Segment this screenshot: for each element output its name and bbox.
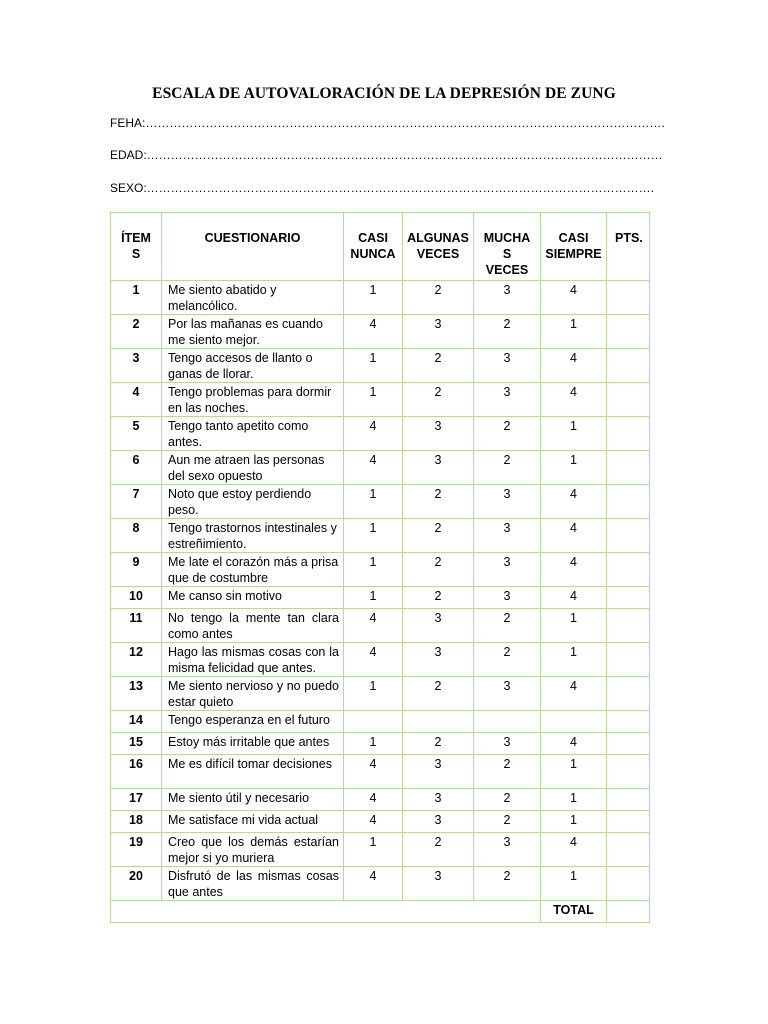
score-casi-siempre: 4 xyxy=(541,677,607,711)
points-cell xyxy=(607,485,650,519)
score-algunas-veces: 3 xyxy=(403,867,474,901)
score-muchas-veces: 2 xyxy=(474,811,541,833)
score-muchas-veces: 2 xyxy=(474,451,541,485)
score-muchas-veces: 2 xyxy=(474,755,541,789)
points-cell xyxy=(607,281,650,315)
table-row xyxy=(111,609,650,643)
score-casi-nunca: 4 xyxy=(344,811,403,833)
score-algunas-veces: 3 xyxy=(403,789,474,811)
table-row xyxy=(111,349,650,383)
score-casi-siempre: 1 xyxy=(541,643,607,677)
points-cell xyxy=(607,349,650,383)
points-cell xyxy=(607,733,650,755)
score-muchas-veces: 3 xyxy=(474,485,541,519)
header-casi-nunca: CASI NUNCA xyxy=(344,213,403,281)
table-row xyxy=(111,677,650,711)
score-casi-siempre: 4 xyxy=(541,281,607,315)
score-casi-siempre: 1 xyxy=(541,451,607,485)
item-number: 15 xyxy=(111,733,162,755)
score-muchas-veces: 2 xyxy=(474,315,541,349)
item-number: 1 xyxy=(111,281,162,315)
zung-scale-table xyxy=(110,212,650,923)
item-number: 19 xyxy=(111,833,162,867)
score-casi-nunca: 1 xyxy=(344,733,403,755)
table-row xyxy=(111,833,650,867)
score-algunas-veces: 3 xyxy=(403,755,474,789)
score-algunas-veces: 3 xyxy=(403,417,474,451)
item-question: Me es difícil tomar decisiones xyxy=(162,755,344,789)
score-casi-siempre: 4 xyxy=(541,519,607,553)
item-question: Tengo accesos de llanto o ganas de llorar. xyxy=(162,349,344,383)
score-algunas-veces: 3 xyxy=(403,609,474,643)
points-cell xyxy=(607,677,650,711)
points-cell xyxy=(607,519,650,553)
table-header-row xyxy=(111,213,650,281)
score-casi-siempre: 1 xyxy=(541,315,607,349)
score-muchas-veces: 2 xyxy=(474,609,541,643)
points-cell xyxy=(607,711,650,733)
score-casi-nunca: 4 xyxy=(344,315,403,349)
points-cell xyxy=(607,833,650,867)
total-spacer xyxy=(111,901,541,923)
score-casi-nunca: 1 xyxy=(344,383,403,417)
score-casi-nunca: 1 xyxy=(344,519,403,553)
table-row xyxy=(111,733,650,755)
item-number: 11 xyxy=(111,609,162,643)
score-muchas-veces: 3 xyxy=(474,349,541,383)
item-number: 3 xyxy=(111,349,162,383)
score-muchas-veces: 3 xyxy=(474,383,541,417)
item-question: Me siento nervioso y no puedo estar quieto xyxy=(162,677,344,711)
table-row xyxy=(111,485,650,519)
item-question: Disfrutó de las mismas cosas que antes xyxy=(162,867,344,901)
score-muchas-veces: 3 xyxy=(474,677,541,711)
total-value-cell xyxy=(607,901,650,923)
sexo-field: SEXO:………………………………………………………………………………………………………………. xyxy=(110,181,655,195)
score-algunas-veces: 2 xyxy=(403,349,474,383)
table-row xyxy=(111,867,650,901)
score-casi-nunca: 4 xyxy=(344,755,403,789)
score-algunas-veces: 3 xyxy=(403,451,474,485)
item-question: Me canso sin motivo xyxy=(162,587,344,609)
item-number: 5 xyxy=(111,417,162,451)
score-algunas-veces: 2 xyxy=(403,677,474,711)
score-algunas-veces: 2 xyxy=(403,833,474,867)
score-algunas-veces: 2 xyxy=(403,519,474,553)
score-casi-nunca: 1 xyxy=(344,349,403,383)
score-casi-siempre: 4 xyxy=(541,587,607,609)
header-casi-siempre: CASI SIEMPRE xyxy=(541,213,607,281)
item-question: Aun me atraen las personas del sexo opuesto xyxy=(162,451,344,485)
header-items: ÍTEM S xyxy=(111,213,162,281)
item-question: No tengo la mente tan clara como antes xyxy=(162,609,344,643)
score-algunas-veces: 2 xyxy=(403,587,474,609)
score-muchas-veces: 3 xyxy=(474,553,541,587)
points-cell xyxy=(607,417,650,451)
item-number: 6 xyxy=(111,451,162,485)
item-question: Tengo esperanza en el futuro xyxy=(162,711,344,733)
item-number: 12 xyxy=(111,643,162,677)
item-number: 20 xyxy=(111,867,162,901)
table-row xyxy=(111,451,650,485)
item-question: Tengo trastornos intestinales y estreñimiento. xyxy=(162,519,344,553)
item-number: 2 xyxy=(111,315,162,349)
table-row xyxy=(111,417,650,451)
item-number: 13 xyxy=(111,677,162,711)
score-muchas-veces: 2 xyxy=(474,789,541,811)
table-row xyxy=(111,811,650,833)
item-number: 9 xyxy=(111,553,162,587)
document-title: ESCALA DE AUTOVALORACIÓN DE LA DEPRESIÓN DE ZUNG xyxy=(152,85,616,102)
score-casi-siempre: 1 xyxy=(541,789,607,811)
score-algunas-veces: 3 xyxy=(403,811,474,833)
table-row xyxy=(111,281,650,315)
score-casi-siempre xyxy=(541,711,607,733)
score-casi-siempre: 4 xyxy=(541,349,607,383)
points-cell xyxy=(607,609,650,643)
score-casi-siempre: 1 xyxy=(541,811,607,833)
item-number: 16 xyxy=(111,755,162,789)
score-muchas-veces: 3 xyxy=(474,833,541,867)
total-row xyxy=(111,901,650,923)
score-algunas-veces: 3 xyxy=(403,643,474,677)
score-algunas-veces xyxy=(403,711,474,733)
item-number: 4 xyxy=(111,383,162,417)
score-casi-siempre: 4 xyxy=(541,733,607,755)
item-question: Por las mañanas es cuando me siento mejor. xyxy=(162,315,344,349)
score-casi-siempre: 4 xyxy=(541,553,607,587)
score-casi-nunca: 4 xyxy=(344,789,403,811)
score-algunas-veces: 2 xyxy=(403,281,474,315)
table-row xyxy=(111,553,650,587)
item-number: 7 xyxy=(111,485,162,519)
points-cell xyxy=(607,315,650,349)
table-row xyxy=(111,755,650,789)
score-casi-nunca xyxy=(344,711,403,733)
score-muchas-veces: 2 xyxy=(474,417,541,451)
score-algunas-veces: 2 xyxy=(403,553,474,587)
score-casi-siempre: 4 xyxy=(541,833,607,867)
item-number: 17 xyxy=(111,789,162,811)
item-number: 18 xyxy=(111,811,162,833)
score-casi-siempre: 1 xyxy=(541,609,607,643)
points-cell xyxy=(607,811,650,833)
score-casi-nunca: 1 xyxy=(344,833,403,867)
score-muchas-veces: 3 xyxy=(474,587,541,609)
item-number: 8 xyxy=(111,519,162,553)
item-number: 14 xyxy=(111,711,162,733)
score-casi-siempre: 1 xyxy=(541,417,607,451)
score-casi-nunca: 1 xyxy=(344,553,403,587)
score-casi-nunca: 4 xyxy=(344,609,403,643)
item-question: Tengo problemas para dormir en las noches. xyxy=(162,383,344,417)
score-casi-siempre: 4 xyxy=(541,383,607,417)
header-algunas-veces: ALGUNAS VECES xyxy=(403,213,474,281)
score-casi-siempre: 1 xyxy=(541,755,607,789)
score-algunas-veces: 2 xyxy=(403,383,474,417)
table-row xyxy=(111,315,650,349)
score-algunas-veces: 2 xyxy=(403,733,474,755)
item-question: Hago las mismas cosas con la misma felicidad que antes. xyxy=(162,643,344,677)
fecha-field: FEHA:…………………………………………………………………………………………………………………. xyxy=(110,116,665,130)
header-muchas-veces: MUCHA S VECES xyxy=(474,213,541,281)
points-cell xyxy=(607,587,650,609)
header-cuestionario: CUESTIONARIO xyxy=(162,213,344,281)
edad-field: EDAD:………………………………………………………………………………………………………………… xyxy=(110,148,663,162)
score-muchas-veces: 3 xyxy=(474,281,541,315)
table-row xyxy=(111,587,650,609)
score-muchas-veces: 3 xyxy=(474,733,541,755)
item-number: 10 xyxy=(111,587,162,609)
table-row xyxy=(111,711,650,733)
points-cell xyxy=(607,755,650,789)
score-casi-siempre: 4 xyxy=(541,485,607,519)
points-cell xyxy=(607,789,650,811)
table-row xyxy=(111,789,650,811)
item-question: Noto que estoy perdiendo peso. xyxy=(162,485,344,519)
score-casi-nunca: 4 xyxy=(344,417,403,451)
score-algunas-veces: 3 xyxy=(403,315,474,349)
header-pts: PTS. xyxy=(607,213,650,281)
points-cell xyxy=(607,867,650,901)
item-question: Me siento abatido y melancólico. xyxy=(162,281,344,315)
score-casi-nunca: 4 xyxy=(344,643,403,677)
table-row xyxy=(111,383,650,417)
item-question: Me siento útil y necesario xyxy=(162,789,344,811)
item-question: Tengo tanto apetito como antes. xyxy=(162,417,344,451)
table-row xyxy=(111,519,650,553)
item-question: Me late el corazón más a prisa que de costumbre xyxy=(162,553,344,587)
score-muchas-veces: 2 xyxy=(474,867,541,901)
score-casi-nunca: 1 xyxy=(344,281,403,315)
score-casi-nunca: 4 xyxy=(344,867,403,901)
score-muchas-veces: 2 xyxy=(474,643,541,677)
score-muchas-veces xyxy=(474,711,541,733)
score-casi-nunca: 4 xyxy=(344,451,403,485)
score-muchas-veces: 3 xyxy=(474,519,541,553)
points-cell xyxy=(607,553,650,587)
score-algunas-veces: 2 xyxy=(403,485,474,519)
points-cell xyxy=(607,643,650,677)
score-casi-siempre: 1 xyxy=(541,867,607,901)
item-question: Me satisface mi vida actual xyxy=(162,811,344,833)
score-casi-nunca: 1 xyxy=(344,587,403,609)
table-row xyxy=(111,643,650,677)
points-cell xyxy=(607,383,650,417)
points-cell xyxy=(607,451,650,485)
score-casi-nunca: 1 xyxy=(344,677,403,711)
score-casi-nunca: 1 xyxy=(344,485,403,519)
total-label: TOTAL xyxy=(541,901,607,923)
item-question: Creo que los demás estarían mejor si yo muriera xyxy=(162,833,344,867)
item-question: Estoy más irritable que antes xyxy=(162,733,344,755)
